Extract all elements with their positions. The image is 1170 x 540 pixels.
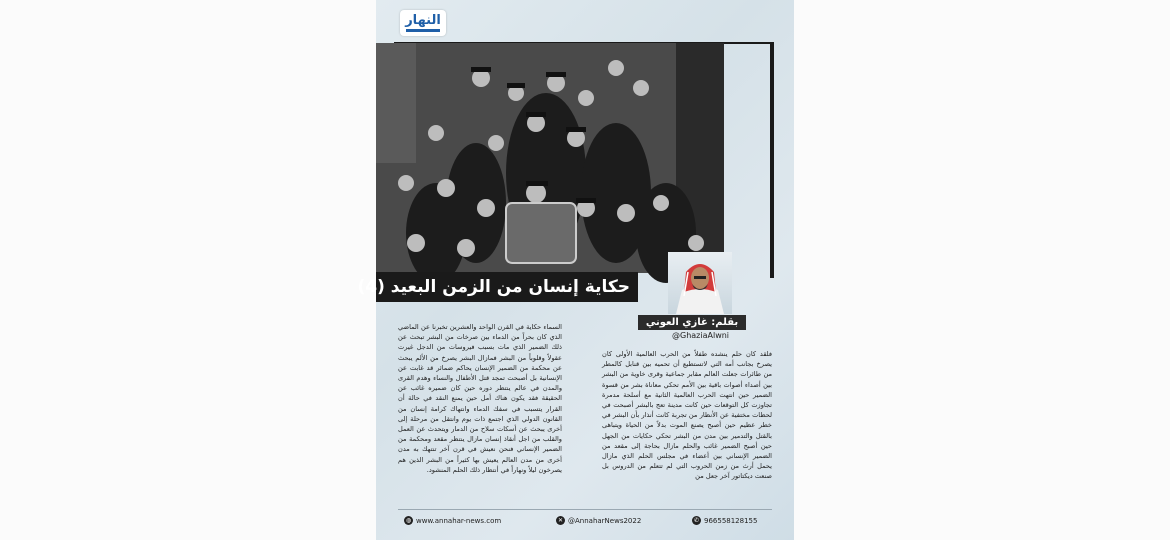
whatsapp-number: 966558128155 <box>704 516 758 525</box>
whatsapp-icon: ✆ <box>693 517 700 524</box>
photo-frame-right-border <box>770 42 772 278</box>
footer-whatsapp[interactable] <box>692 516 757 525</box>
footer-divider <box>398 509 772 510</box>
author-portrait <box>668 252 732 314</box>
twitter-handle: @AnnaharNews2022 <box>568 516 642 525</box>
author-byline: بقلم: غازي العوني <box>638 315 746 330</box>
article-title: حكاية إنسان من الزمن البعيد (4) <box>357 277 630 297</box>
logo-underline <box>406 29 440 32</box>
article-column-left: السماء حكاية في القرن الواحد والعشرين تخبرنا عن الماضي الذي كان بحراً من الدماء بين صرخات من البشر تبحث عن ذلك الضمير الذي مات بسبب فيروسات من الدجل غيرت عقولاً وقلوباً من البشر فمازال البشر يصرخ من الألم يبحث عن محكمة من الضمير الإنسان يحاكم ضمائر قد غابت عن الإنسانية بل أصبحت تمجد قتل الأطفال والنساء وهدم القرى والمدن في عالم ينتظر دوره حين كان ضميره غائب عن الحقيقة فقد يكون هناك أمل حين يمنع النقد في حالة أن القرار يتسبب في سفك الدماء وانتهاك كرامة إنسان من القانون الدولي الذي اجتمع ذات يوم وانتقل من مرحلة إلى أخرى يبحث عن أسكات سلاح من الدمار ويتحدث عن العمل والقلب من اجل أنقاذ إنسان مازال ينتظر مقعد ومحكمة من الضمير الإنساني فنحن نعيش في قرن آخر تنتهك به مدن أخرى من مدن العالم يعيش بها كثيراً من البشر الذين هم يصرخون ليلاً ونهاراً في أنتظار ذلك الحلم المنشود. <box>398 323 562 474</box>
logo-text: النهار <box>405 13 441 28</box>
article-title-bar <box>357 272 638 302</box>
x-twitter-icon: ✕ <box>557 517 564 524</box>
newspaper-logo[interactable] <box>400 10 446 36</box>
website-url: www.annahar-news.com <box>416 516 502 525</box>
crowd-illustration <box>376 43 724 273</box>
footer-website[interactable] <box>404 516 501 525</box>
historical-photo <box>376 43 724 273</box>
article-column-right: فلقد كان حلم ينشده طفلاً من الحرب العالمية الأولى كان يصرخ بجانب أمه التي لاتستطيع أن تحميه بين قنابل كالمطر من طائرات جعلت العالم مقابر جماعية وقرى خاوية من البشر بين أصداء أصوات باقية بين الأمم تحكي معاناة بشر من قسوة الضمير حين انتهت الحرب العالمية الثانية مع أسلحة مدمرة تجاوزت كل التوقعات حين كانت مدينة تعج بالبشر أصبحت في لحظات مختفية عن الأنظار من تجربة كانت أنذار بأن البشر في خطر عظيم حين أصبح يصنع الموت بدلاً من الحياة ويتباهى بالقتل والتدمير بين مدن من البشر تحكي حكايات من الجهل حين أصبح الضمير غائب والحلم مازال بحاجة إلى مقعد من الضمير الإنساني بين أعضاء في مجلس الحلم الذي مازال يحمل أرث من زمن الحروب التي لم تتعلم من الدروس بل صنعت ديكتاتور آخر جعل من <box>602 350 772 481</box>
footer-twitter[interactable] <box>556 516 641 525</box>
magazine-page <box>357 0 794 540</box>
globe-icon: ◍ <box>405 517 412 524</box>
author-photo <box>668 252 732 314</box>
author-handle[interactable]: @GhaziaAlwni <box>672 331 730 340</box>
